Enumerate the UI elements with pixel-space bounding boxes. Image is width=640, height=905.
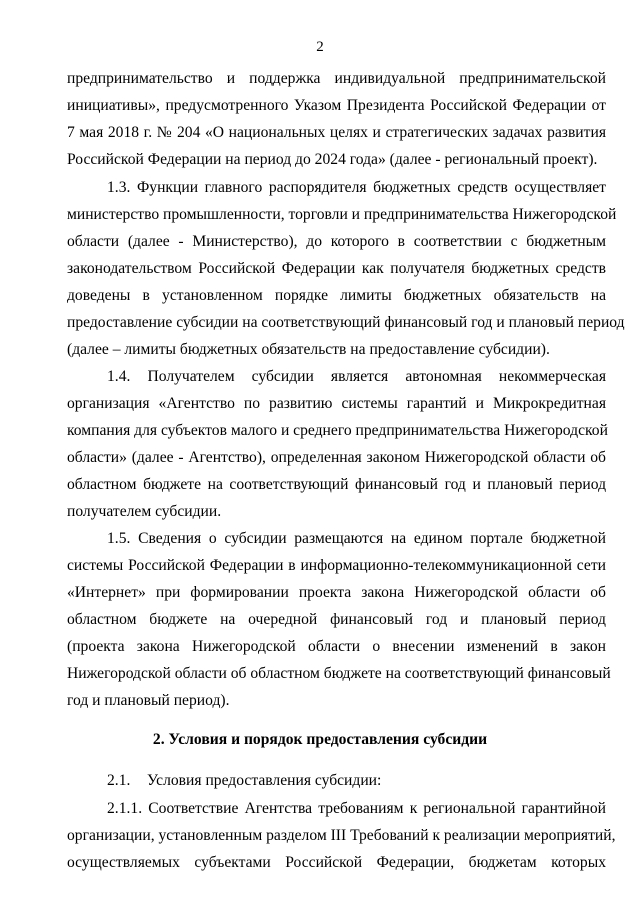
- text-line: компания для субъектов малого и среднего предпринимательства Нижегородской: [67, 422, 608, 439]
- text-line: осуществляемых субъектами Российской Федерации, бюджетам которых: [67, 854, 606, 871]
- text-line: системы Российской Федерации в информационно-телекоммуникационной сети: [67, 557, 606, 574]
- subsection-heading: [107, 771, 606, 791]
- text-line: областном бюджете на очередной финансовый год и плановый период: [67, 611, 606, 628]
- text-line: инициативы», предусмотренного Указом Президента Российской Федерации от: [67, 97, 606, 114]
- text-line: 7 мая 2018 г. № 204 «О национальных целях и стратегических задачах развития: [67, 124, 606, 141]
- text-line: год и плановый период).: [67, 692, 230, 709]
- text-line: министерство промышленности, торговли и предпринимательства Нижегородской: [67, 206, 617, 223]
- text-line: Российской Федерации на период до 2024 года» (далее - региональный проект).: [67, 151, 598, 168]
- text-line: законодательством Российской Федерации как получателя бюджетных средств: [67, 260, 606, 277]
- text-line: 1.5. Сведения о субсидии размещаются на едином портале бюджетной: [107, 530, 606, 547]
- text-line: (далее – лимиты бюджетных обязательств на предоставление субсидии).: [67, 341, 550, 358]
- text-line: организация «Агентство по развитию системы гарантий и Микрокредитная: [67, 395, 606, 412]
- section-heading: 2. Условия и порядок предоставления субсидии: [152, 731, 488, 748]
- text-line: 2.1.1. Соответствие Агентства требованиям к региональной гарантийной: [107, 800, 606, 817]
- text-line: «Интернет» при формировании проекта закона Нижегородской области об: [67, 584, 606, 601]
- text-line: (проекта закона Нижегородской области о внесении изменений в закон: [67, 638, 606, 655]
- text-line: организации, установленным разделом III Требований к реализации мероприятий,: [67, 827, 616, 844]
- text-line: предпринимательство и поддержка индивидуальной предпринимательской: [67, 70, 606, 87]
- text-line: области» (далее - Агентство), определенная законом Нижегородской области об: [67, 449, 606, 466]
- text-line: 1.4. Получателем субсидии является автономная некоммерческая: [107, 368, 606, 385]
- text-line: 1.3. Функции главного распорядителя бюджетных средств осуществляет: [107, 179, 606, 196]
- page-number: 2: [316, 39, 324, 55]
- text-line: областном бюджете на соответствующий финансовый год и плановый период: [67, 476, 606, 493]
- text-line: получателем субсидии.: [67, 503, 222, 520]
- text-line: доведены в установленном порядке лимиты бюджетных обязательств на: [67, 287, 606, 304]
- text-line: Нижегородской области об областном бюджете на соответствующий финансовый: [67, 665, 611, 682]
- subsection-title: Условия предоставления субсидии:: [147, 772, 382, 789]
- subsection-number: 2.1.: [107, 772, 131, 789]
- text-line: предоставление субсидии на соответствующий финансовый год и плановый период: [67, 314, 625, 331]
- text-line: области (далее - Министерство), до которого в соответствии с бюджетным: [67, 233, 606, 250]
